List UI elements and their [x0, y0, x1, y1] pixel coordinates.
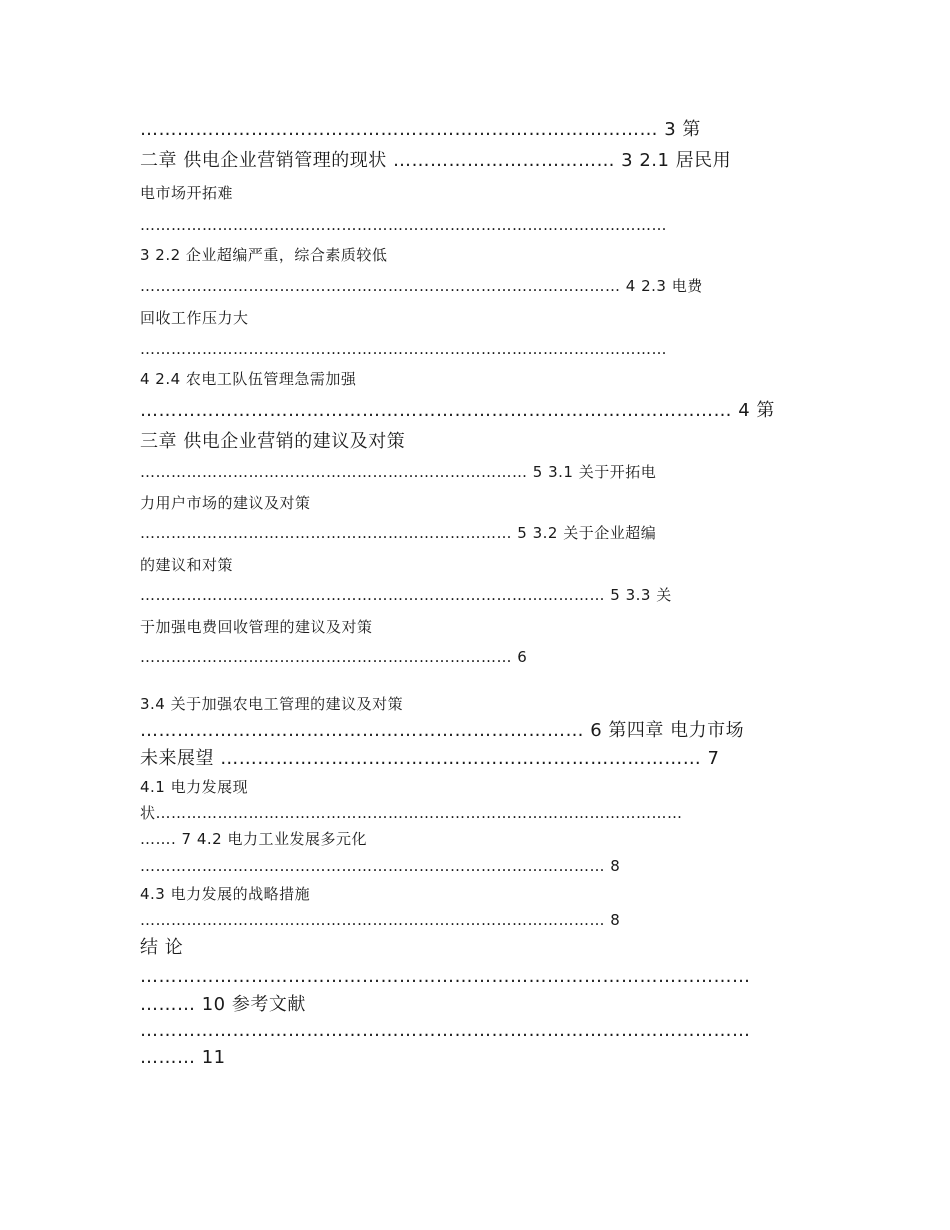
toc-line: ……………………………………………………………………………………… [140, 1020, 751, 1041]
toc-line: ………………………………………………………………………………………… [140, 340, 667, 358]
toc-line: 状………………………………………………………………………………………… [140, 804, 683, 822]
toc-line: 二章 供电企业营销管理的现状 ……………………………… 3 2.1 居民用 [140, 150, 732, 171]
toc-line: ……………………………………………………………… 6 第四章 电力市场 [140, 720, 745, 741]
toc-line: ……………………………………………………………………………… 8 [140, 911, 621, 929]
toc-line: ……… 10 参考文献 [140, 994, 306, 1015]
toc-line: 的建议和对策 [140, 556, 234, 574]
toc-line: 回收工作压力大 [140, 309, 249, 327]
toc-line: ……………………………………………………………… 5 3.2 关于企业超编 [140, 524, 657, 542]
toc-line: ………………………………………………………………………… 3 第 [140, 119, 701, 140]
toc-line: ………………………………………………………………………………………… [140, 216, 667, 234]
toc-line: ……………………………………………………………………………… 5 3.3 关 [140, 586, 672, 604]
toc-line: 电市场开拓难 [140, 184, 234, 202]
toc-line: ……. 7 4.2 电力工业发展多元化 [140, 830, 367, 848]
toc-line: ……… 11 [140, 1047, 226, 1068]
toc-line: 结 论 [140, 937, 184, 958]
toc-line: 3.4 关于加强农电工管理的建议及对策 [140, 695, 404, 713]
toc-line: 4.1 电力发展现 [140, 778, 249, 796]
toc-line: ……………………………………………………………… 6 [140, 648, 528, 666]
toc-line: …………………………………………………………………………………… 4 第 [140, 400, 775, 421]
toc-line: ………………………………………………………………………………… 4 2.3 电费 [140, 277, 703, 295]
toc-line: ……………………………………………………………………………… 8 [140, 857, 621, 875]
toc-line: 未来展望 …………………………………………………………………… 7 [140, 748, 720, 769]
toc-line: 4 2.4 农电工队伍管理急需加强 [140, 370, 357, 388]
toc-line: 于加强电费回收管理的建议及对策 [140, 618, 373, 636]
toc-line: 3 2.2 企业超编严重，综合素质较低 [140, 246, 388, 264]
toc-line: ……………………………………………………………………………………… [140, 966, 751, 987]
toc-line: 三章 供电企业营销的建议及对策 [140, 431, 406, 452]
toc-line: 4.3 电力发展的战略措施 [140, 885, 311, 903]
toc-line: 力用户市场的建议及对策 [140, 494, 311, 512]
toc-line: ………………………………………………………………… 5 3.1 关于开拓电 [140, 463, 657, 481]
